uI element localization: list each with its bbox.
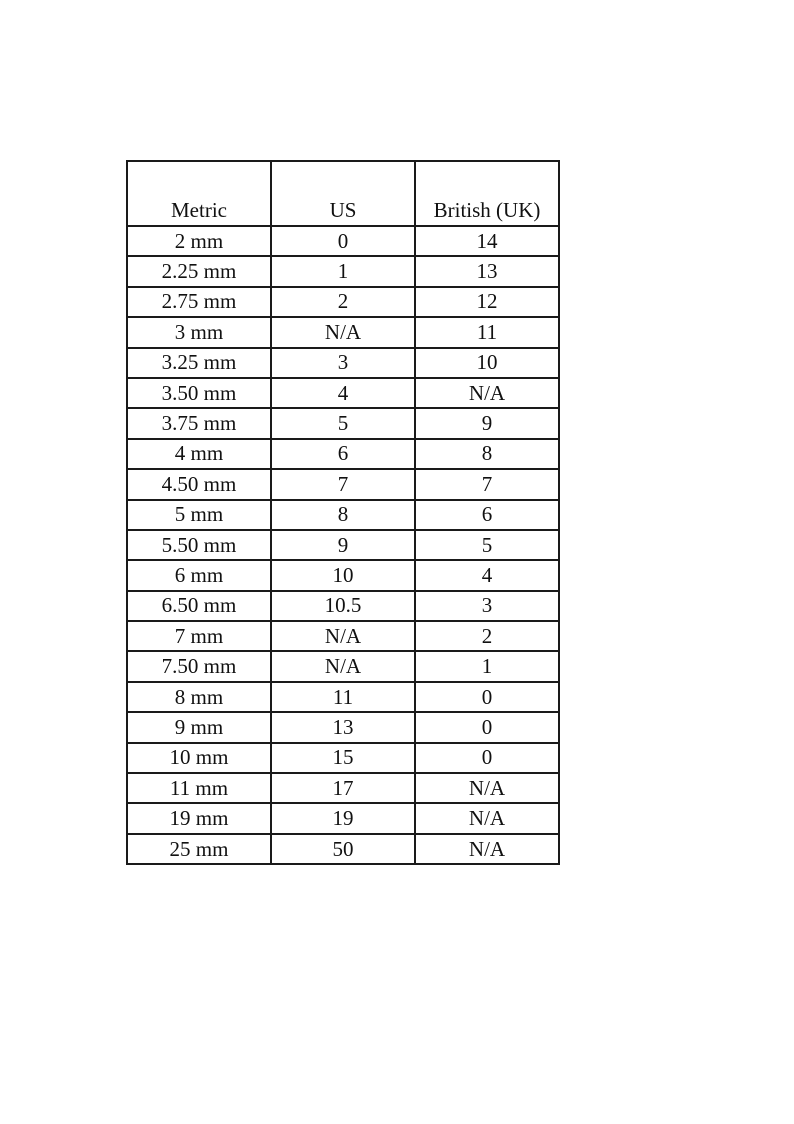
- table-row: [127, 256, 559, 286]
- cell-us: N/A: [271, 317, 415, 347]
- table-row: [127, 560, 559, 590]
- cell-us: 11: [271, 682, 415, 712]
- cell-us: 10.5: [271, 591, 415, 621]
- cell-us: 50: [271, 834, 415, 864]
- header-british-uk: British (UK): [415, 161, 559, 226]
- cell-us: 8: [271, 500, 415, 530]
- header-row: [127, 161, 559, 226]
- cell-metric: 6.50 mm: [127, 591, 271, 621]
- cell-metric: 3.25 mm: [127, 348, 271, 378]
- table-row: [127, 287, 559, 317]
- cell-british-uk: 6: [415, 500, 559, 530]
- cell-us: 19: [271, 803, 415, 833]
- table-row: [127, 408, 559, 438]
- table-row: [127, 834, 559, 864]
- cell-us: 17: [271, 773, 415, 803]
- cell-us: 3: [271, 348, 415, 378]
- cell-metric: 19 mm: [127, 803, 271, 833]
- cell-british-uk: 12: [415, 287, 559, 317]
- table-row: [127, 226, 559, 256]
- cell-metric: 2 mm: [127, 226, 271, 256]
- cell-metric: 7 mm: [127, 621, 271, 651]
- cell-british-uk: N/A: [415, 773, 559, 803]
- cell-british-uk: N/A: [415, 803, 559, 833]
- table-row: [127, 348, 559, 378]
- table-row: [127, 439, 559, 469]
- cell-metric: 4.50 mm: [127, 469, 271, 499]
- cell-metric: 8 mm: [127, 682, 271, 712]
- cell-british-uk: 7: [415, 469, 559, 499]
- table-row: [127, 469, 559, 499]
- cell-us: N/A: [271, 651, 415, 681]
- cell-british-uk: 13: [415, 256, 559, 286]
- header-us: US: [271, 161, 415, 226]
- cell-british-uk: 0: [415, 712, 559, 742]
- table-row: [127, 743, 559, 773]
- table-row: [127, 378, 559, 408]
- cell-metric: 4 mm: [127, 439, 271, 469]
- table-row: [127, 317, 559, 347]
- cell-metric: 6 mm: [127, 560, 271, 590]
- cell-british-uk: 14: [415, 226, 559, 256]
- cell-metric: 3.50 mm: [127, 378, 271, 408]
- header-metric: Metric: [127, 161, 271, 226]
- cell-us: N/A: [271, 621, 415, 651]
- cell-metric: 10 mm: [127, 743, 271, 773]
- table-row: [127, 621, 559, 651]
- cell-us: 7: [271, 469, 415, 499]
- cell-british-uk: 2: [415, 621, 559, 651]
- cell-metric: 7.50 mm: [127, 651, 271, 681]
- table-header: [127, 161, 559, 226]
- cell-metric: 5.50 mm: [127, 530, 271, 560]
- cell-metric: 25 mm: [127, 834, 271, 864]
- cell-metric: 9 mm: [127, 712, 271, 742]
- table-row: [127, 530, 559, 560]
- cell-metric: 3 mm: [127, 317, 271, 347]
- table-row: [127, 712, 559, 742]
- cell-metric: 2.25 mm: [127, 256, 271, 286]
- cell-british-uk: 0: [415, 743, 559, 773]
- table-row: [127, 773, 559, 803]
- cell-british-uk: 1: [415, 651, 559, 681]
- table-row: [127, 591, 559, 621]
- cell-british-uk: 3: [415, 591, 559, 621]
- cell-us: 6: [271, 439, 415, 469]
- cell-metric: 11 mm: [127, 773, 271, 803]
- cell-us: 1: [271, 256, 415, 286]
- cell-british-uk: 0: [415, 682, 559, 712]
- cell-metric: 2.75 mm: [127, 287, 271, 317]
- table-row: [127, 803, 559, 833]
- table-row: [127, 682, 559, 712]
- cell-us: 0: [271, 226, 415, 256]
- cell-british-uk: 10: [415, 348, 559, 378]
- cell-british-uk: N/A: [415, 834, 559, 864]
- cell-british-uk: N/A: [415, 378, 559, 408]
- cell-us: 9: [271, 530, 415, 560]
- cell-british-uk: 5: [415, 530, 559, 560]
- cell-british-uk: 4: [415, 560, 559, 590]
- cell-us: 5: [271, 408, 415, 438]
- cell-us: 10: [271, 560, 415, 590]
- table-row: [127, 651, 559, 681]
- table-row: [127, 500, 559, 530]
- cell-metric: 3.75 mm: [127, 408, 271, 438]
- cell-us: 4: [271, 378, 415, 408]
- cell-us: 2: [271, 287, 415, 317]
- cell-us: 13: [271, 712, 415, 742]
- cell-metric: 5 mm: [127, 500, 271, 530]
- cell-us: 15: [271, 743, 415, 773]
- table-body: [127, 226, 559, 864]
- cell-british-uk: 9: [415, 408, 559, 438]
- cell-british-uk: 8: [415, 439, 559, 469]
- cell-british-uk: 11: [415, 317, 559, 347]
- size-conversion-table: [126, 160, 560, 865]
